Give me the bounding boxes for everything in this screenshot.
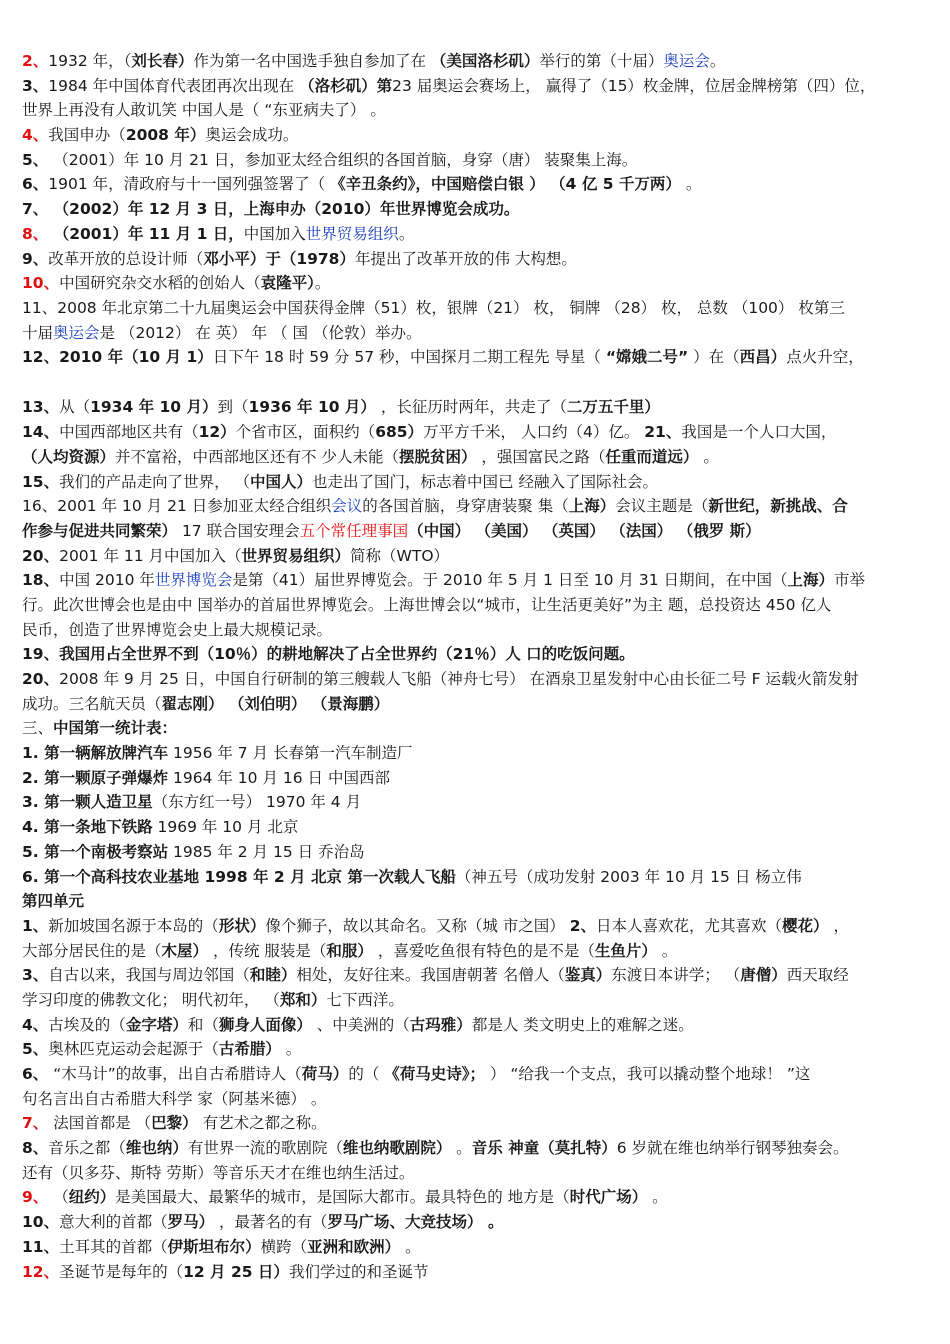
text-segment: 时代广场） (569, 1188, 648, 1207)
text-segment: 685） (375, 423, 424, 442)
text-line (22, 642, 934, 667)
text-segment: （美国洛杉矶） (430, 52, 540, 70)
text-segment: 作为第一名中国选手独自参加了在 (193, 52, 431, 70)
text-segment: 古希腊） (218, 1040, 281, 1059)
text-segment: 摆脱贫困） (398, 447, 477, 466)
text-segment: 并不富裕，中西部地区还有不 少人未能（ (115, 447, 399, 466)
hyperlink-text[interactable]: 世界贸易组织 (305, 224, 399, 243)
text-line (22, 1013, 934, 1038)
hyperlink-text[interactable]: 奥运会 (53, 323, 100, 342)
text-segment: 袁隆平） (260, 274, 315, 293)
text-segment: （中国） （美国） （英国） （法国） （俄罗 斯） (408, 521, 761, 540)
text-segment: 9、 (22, 249, 49, 268)
text-segment: 1901 年，清政府与十一国列强签署了（ (48, 175, 331, 194)
text-segment: 还有（贝多芬、斯特 劳斯）等音乐天才在维也纳生活过。 (22, 1163, 415, 1182)
text-line (22, 1062, 934, 1087)
text-line (22, 1260, 934, 1285)
text-segment: 2008 年） (125, 126, 206, 145)
text-segment: 16、2001 年 10 月 21 日参加亚太经合组织 (22, 497, 332, 516)
text-line (22, 840, 934, 865)
text-segment: 中国研究杂交水稻的创始人（ (59, 274, 261, 293)
text-segment: 意大利的首都（ (59, 1213, 168, 1232)
text-line (22, 296, 934, 321)
text-segment: 7、 （2002）年 12 月 3 日，上海申办（2010）年世界博览会成功。 (22, 200, 520, 219)
text-line (22, 766, 934, 791)
text-line (22, 988, 934, 1013)
text-segment: 11、 (22, 1237, 60, 1256)
text-segment: 万平方千米， 人口约（4）亿。 (423, 423, 645, 442)
text-segment: 4、 (22, 1015, 49, 1034)
text-segment: 。 (698, 447, 719, 466)
text-segment: 举行的第（十届） (539, 52, 664, 70)
text-segment: 都是人 类文明史上的难解之迷。 (471, 1015, 694, 1034)
text-line (22, 370, 934, 396)
text-segment: （人均资源） (22, 447, 116, 466)
text-segment: 七下西洋。 (326, 990, 404, 1009)
text-line (22, 123, 934, 148)
text-segment: 像个狮子，故以其命名。又称（城 市之国） (265, 916, 570, 935)
text-segment: 3、 (22, 76, 49, 95)
text-segment: 任重而道远） (605, 447, 699, 466)
text-segment: 从（ (59, 398, 91, 417)
text-line (22, 939, 934, 964)
text-segment: 。 (280, 1040, 302, 1059)
text-segment: 罗马） (167, 1213, 215, 1232)
text-segment: 上海） (568, 497, 616, 516)
text-line (22, 593, 934, 618)
text-segment: 8、 (22, 1139, 49, 1158)
text-segment: 古埃及的（ (48, 1015, 126, 1034)
text-segment: 4. 第一条地下铁路 (22, 818, 153, 837)
text-line (22, 914, 934, 939)
text-segment: 23 届奥运会赛场上， 赢得了（15）枚金牌，位居金牌榜第（四）位， (392, 76, 876, 95)
text-line (22, 618, 934, 643)
text-line (22, 148, 934, 173)
text-segment: 年提出了改革开放的伟 大构想。 (354, 249, 577, 268)
text-line (22, 321, 934, 346)
text-segment: 三、 (22, 719, 54, 738)
text-segment: 新加坡国名源于本岛的（ (48, 916, 219, 935)
text-segment: 五个常任理事国 (299, 521, 409, 540)
text-segment: 和服） (326, 941, 373, 960)
text-segment: 2、 (22, 52, 49, 70)
text-segment: 民币，创造了世界博览会史上最大规模记录。 (22, 620, 333, 639)
text-segment: 有世界一流的歌剧院（ (187, 1139, 343, 1158)
text-segment: （ (48, 1188, 69, 1207)
text-segment: 作参与促进共同繁荣） (22, 521, 178, 540)
text-segment: 1936 年 10 月） (248, 398, 376, 417)
text-segment: 木屋） (161, 941, 209, 960)
text-line (22, 1111, 934, 1136)
text-segment: 10、 (22, 1213, 60, 1232)
text-segment: 、中美洲的（ (311, 1015, 410, 1034)
text-segment: 2001 年 11 月中国加入（ (59, 546, 242, 565)
text-segment: 12、2010 年（10 月 1） (22, 348, 213, 367)
text-segment: 是第（41）届世界博览会。于 2010 年 5 月 1 日至 10 月 31 日期间，在中国（ (232, 571, 788, 590)
text-segment: 是美国最大、最繁华的城市，是国际大都市。最具特色的 地方是（ (115, 1188, 570, 1207)
text-line (22, 1235, 934, 1260)
text-segment: 西昌） (739, 348, 787, 367)
text-line (22, 1210, 934, 1235)
text-segment: 邓小平）于（1978） (203, 249, 355, 268)
text-segment: 。 (451, 1139, 472, 1158)
text-segment: 罗马广场、大竞技场） (327, 1213, 483, 1232)
text-segment: 和睦） (249, 966, 297, 985)
text-segment: 改革开放的总设计师（ (48, 249, 204, 268)
hyperlink-text[interactable]: 奥运会 (663, 52, 710, 70)
text-line (22, 1087, 934, 1112)
text-segment: 十届 (22, 323, 54, 342)
hyperlink-text[interactable]: 会议 (331, 497, 363, 516)
text-line (22, 420, 934, 445)
text-line (22, 568, 934, 593)
text-segment: 。 (314, 274, 331, 293)
text-segment: 二万五千里） (566, 398, 660, 417)
text-segment: 20、 (22, 546, 60, 565)
text-line (22, 1037, 934, 1062)
text-segment: 。 (647, 1188, 668, 1207)
text-segment: 1984 年中国体育代表团再次出现在 (48, 76, 300, 95)
text-segment: 12） (198, 423, 236, 442)
text-segment: （2001）年 11 月 1 日， (48, 224, 244, 243)
text-segment: 1934 年 10 月） (90, 398, 218, 417)
text-segment: “木马计”的故事，出自古希腊诗人（ (48, 1065, 302, 1083)
text-segment: 亚洲和欧洲） (307, 1237, 401, 1256)
text-segment: 。 (709, 52, 726, 70)
text-line (22, 692, 934, 717)
text-line (22, 865, 934, 890)
text-segment: 和（ (187, 1015, 219, 1034)
text-segment: 奥林匹克运动会起源于（ (48, 1040, 219, 1059)
text-segment: 12、 (22, 1262, 60, 1281)
text-segment: 个省市区，面积约（ (235, 423, 376, 442)
text-segment: 世界上再没有人敢讥笑 中国人是（ “东亚病夫了） 。 (22, 101, 386, 120)
text-segment: 翟志刚） （刘伯明） （景海鹏） (161, 694, 390, 713)
text-segment: 金字塔） (125, 1015, 188, 1034)
text-segment: 音乐之都（ (48, 1139, 126, 1158)
text-segment: （东方红一号） 1970 年 4 月 (152, 793, 362, 812)
text-segment: 6、 (22, 175, 49, 194)
text-segment: 点火升空， (786, 348, 864, 367)
text-segment: 新世纪，新挑战、合 (708, 497, 848, 516)
text-segment: 5、 (22, 150, 49, 169)
text-line (22, 98, 934, 123)
text-segment: “嫦娥二号” (605, 348, 689, 367)
text-segment: 有艺术之都之称。 (197, 1114, 327, 1133)
text-line (22, 716, 934, 741)
text-segment: 鉴真） (564, 966, 612, 985)
text-segment: 7、 (22, 1114, 49, 1133)
text-segment: 成功。三名航天员（ (22, 694, 162, 713)
text-segment: 5. 第一个南极考察站 (22, 842, 169, 861)
text-segment: 形状） (218, 916, 266, 935)
text-segment: 音乐 神童（莫扎特） (471, 1139, 617, 1158)
text-segment: 4、 (22, 126, 49, 145)
text-segment: 2008 年 9 月 25 日，中国自行研制的第三艘载人飞船（神舟七号） 在酒泉卫星发射中心由长征二号 F 运载火箭发射 (59, 670, 859, 688)
text-segment: 1、 (22, 916, 49, 935)
text-segment: 。 (482, 1213, 504, 1232)
text-line (22, 222, 934, 247)
text-line (22, 544, 934, 569)
text-segment: 是 （2012） 在 英） 年 （ 国 （伦敦）举办。 (99, 323, 422, 342)
text-line (22, 963, 934, 988)
text-line (22, 470, 934, 495)
text-segment: ， (828, 916, 849, 935)
text-line (22, 667, 934, 692)
text-segment: 圣诞节是每年的（ (59, 1262, 184, 1281)
text-segment: 刘长春） (131, 52, 194, 70)
text-segment: ，喜爱吃鱼很有特色的是不是（ (372, 941, 595, 960)
text-segment: 自古以来，我国与周边邻国（ (48, 966, 250, 985)
text-segment: 第四单元 (22, 892, 85, 911)
text-segment: 6. 第一个高科技农业基地 1998 年 2 月 北京 第一次载人飞船 (22, 867, 456, 886)
text-segment: 的（ (348, 1065, 385, 1083)
text-line (22, 519, 934, 544)
text-segment: 上海） (787, 571, 835, 590)
text-segment: ，强国富民之路（ (476, 447, 606, 466)
text-segment: 日本人喜欢花，尤其喜欢（ (595, 916, 782, 935)
text-segment: 中国 2010 年 (59, 571, 155, 590)
text-segment: 西天取经 (786, 966, 849, 985)
text-line (22, 445, 934, 470)
text-segment: 大部分居民住的是（ (22, 941, 162, 960)
text-line (22, 1161, 934, 1186)
text-segment: 日下午 18 时 59 分 57 秒，中国探月二期工程先 导星（ (212, 348, 606, 367)
text-segment: ） “给我一个支点，我可以撬动整个地球！ ”这 (485, 1065, 811, 1083)
text-segment: 21、 (644, 423, 682, 442)
text-segment: 会议主题是（ (615, 497, 709, 516)
text-segment: ，传统 服装是（ (208, 941, 327, 960)
hyperlink-text[interactable]: 世界博览会 (154, 571, 233, 590)
text-segment: 17 联合国安理会 (177, 521, 300, 540)
text-segment: 。 (400, 1237, 421, 1256)
text-segment: 3、 (22, 966, 49, 985)
text-segment: 1932 年，（ (48, 52, 132, 70)
text-segment: 。 (656, 941, 678, 960)
text-segment: 我们学过的和圣诞节 (288, 1262, 429, 1281)
text-segment: 中国加入 (243, 224, 306, 243)
text-segment: 《荷马史诗》； (384, 1065, 486, 1083)
text-segment: 20、 (22, 670, 60, 688)
text-segment: 我国是一个人口大国， (681, 423, 837, 442)
text-segment: 我国申办（ (48, 126, 126, 145)
text-segment: 6、 (22, 1065, 49, 1083)
text-segment: 13、 (22, 398, 60, 417)
text-line (22, 889, 934, 914)
text-segment: 的各国首脑，身穿唐装聚 集（ (362, 497, 569, 516)
text-segment: 11、2008 年北京第二十九届奥运会中国获得金牌（51）枚，银牌（21） 枚， 铜牌 （28） 枚， 总数 （100） 枚第三 (22, 298, 845, 317)
text-line (22, 247, 934, 272)
text-segment: 行。此次世博会也是由中 国举办的首届世界博览会。上海世博会以“城市，让生活更美好”为主 题，总投资达 450 亿人 (22, 595, 832, 614)
text-line (22, 790, 934, 815)
text-line (22, 1185, 934, 1210)
text-segment: 中国西部地区共有（ (59, 423, 199, 442)
document-body (22, 49, 934, 1284)
text-line (22, 741, 934, 766)
text-segment: 生鱼片） (594, 941, 657, 960)
text-line (22, 345, 934, 370)
text-segment: 1964 年 10 月 16 日 中国西部 (168, 768, 390, 787)
text-segment: 15、 (22, 472, 60, 491)
text-line (22, 74, 934, 99)
text-segment: 1985 年 2 月 15 日 乔治岛 (168, 842, 365, 861)
text-segment: 1956 年 7 月 长春第一汽车制造厂 (168, 744, 413, 763)
text-segment: 樱花） (782, 916, 829, 935)
text-segment: 东渡日本讲学； （ (611, 966, 741, 985)
text-segment: 土耳其的首都（ (59, 1237, 168, 1256)
text-line (22, 197, 934, 222)
text-segment: 中国第一统计表： (53, 719, 178, 738)
text-segment: 伊斯坦布尔） (167, 1237, 261, 1256)
text-line (22, 395, 934, 420)
text-line (22, 271, 934, 296)
text-segment: 19、我国用占全世界不到（10％）的耕地解决了占全世界约（21％）人 口的吃饭问题。 (22, 645, 635, 664)
text-segment: 5、 (22, 1040, 49, 1059)
text-segment: 简称（WTO） (350, 546, 450, 565)
text-segment: 古玛雅） (409, 1015, 472, 1034)
text-segment: 6 岁就在维也纳举行钢琴独奏会。 (616, 1139, 849, 1158)
text-segment: 也走出了国门，标志着中国已 经融入了国际社会。 (312, 472, 658, 491)
text-segment: 。 (680, 175, 702, 194)
text-segment: 我们的产品走向了世界， （ (59, 472, 251, 491)
text-segment: （洛杉矶）第 (299, 76, 393, 95)
text-segment: 2. 第一颗原子弹爆炸 (22, 768, 169, 787)
text-segment: 句名言出自古希腊大科学 家（阿基米德） 。 (22, 1089, 327, 1108)
text-segment: 横跨（ (260, 1237, 308, 1256)
text-line (22, 1136, 934, 1161)
text-segment: 18、 (22, 571, 60, 590)
text-segment: 到（ (217, 398, 249, 417)
text-segment: 9、 (22, 1188, 49, 1207)
text-segment: ，长征历时两年，共走了（ (375, 398, 567, 417)
text-segment: （2001）年 10 月 21 日，参加亚太经合组织的各国首脑，身穿（唐） 装聚集上海。 (48, 150, 638, 169)
text-segment: 中国人） (250, 472, 313, 491)
text-segment: 。 (398, 224, 415, 243)
text-segment: 1. 第一辆解放牌汽车 (22, 744, 169, 763)
text-segment: 12 月 25 日） (183, 1262, 289, 1281)
text-segment: 2、 (569, 916, 596, 935)
text-line (22, 494, 934, 519)
text-line (22, 172, 934, 197)
text-segment: 世界贸易组织） (241, 546, 351, 565)
text-segment: 法国首都是 （ (48, 1114, 152, 1133)
text-segment: 纽约） (68, 1188, 116, 1207)
text-segment: 学习印度的佛教文化； 明代初年， （ (22, 990, 280, 1009)
text-segment: 奥运会成功。 (205, 126, 299, 145)
text-segment: 维也纳歌剧院） (342, 1139, 452, 1158)
text-segment: 维也纳） (125, 1139, 188, 1158)
text-segment: 8、 (22, 224, 49, 243)
text-segment: 市举 (834, 571, 866, 590)
text-line (22, 49, 934, 74)
text-segment: ）在（ (688, 348, 740, 367)
text-segment: 巴黎） (151, 1114, 198, 1133)
text-line (22, 815, 934, 840)
text-segment: 10、 (22, 274, 60, 293)
text-segment: 唐僧） (740, 966, 787, 985)
text-segment: 狮身人面像） (218, 1015, 312, 1034)
text-segment: 《辛丑条约》，中国赔偿白银 ） （4 亿 5 千万两） (330, 175, 681, 194)
text-segment: 14、 (22, 423, 60, 442)
text-segment: 3. 第一颗人造卫星 (22, 793, 153, 812)
text-segment: 相处，友好往来。我国唐朝著 名僧人（ (296, 966, 565, 985)
text-segment: 荷马） (301, 1065, 349, 1083)
text-segment: ，最著名的有（ (214, 1213, 328, 1232)
text-segment: （神五号（成功发射 2003 年 10 月 15 日 杨立伟 (455, 867, 802, 886)
text-segment: 郑和） (279, 990, 327, 1009)
text-segment: 1969 年 10 月 北京 (152, 818, 299, 837)
